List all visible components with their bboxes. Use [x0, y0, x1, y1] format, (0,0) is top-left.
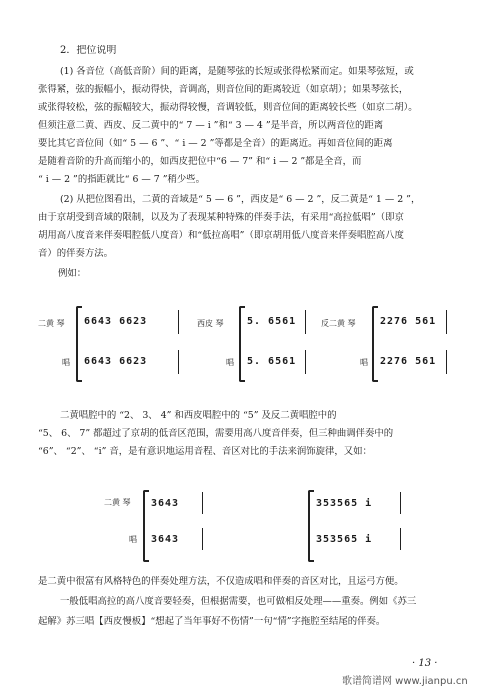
barline: [400, 492, 401, 514]
score-brace: [308, 490, 314, 562]
paragraph-1-line-3: 或张得较松，弦的振幅较大，振动得较慢，音调较低，则音位间的距离较长些（如京二胡）。: [38, 102, 418, 113]
qin-notes: 353565 i: [316, 498, 373, 509]
qin-notes: 2276 561: [380, 316, 437, 327]
barline: [446, 350, 447, 374]
section-heading: 2．把位说明: [60, 45, 117, 56]
paragraph-2-line-2: 由于京胡受到音域的限制，以及为了表现某种特殊的伴奏手法，有采用“高拉低唱”（即京: [38, 212, 404, 223]
qin-notes: 3643: [151, 498, 180, 509]
page-number: · 13 ·: [412, 658, 438, 669]
paragraph-1-line-5: 要比其它音位间（如“ 5 — 6 ”、“ i — 2 ”等都是全音）的距离近。再如音位间的距离: [38, 138, 393, 149]
part-label-chang: 唱: [62, 358, 70, 367]
part-label-chang: 唱: [226, 358, 234, 367]
paragraph-2-line-1: (2) 从把位图看出，二黄的音域是“ 5 — 6 ”，西皮是“ 6 — 2 ”，反二黄是“ 1 — 2 ”，: [60, 194, 421, 205]
barline: [178, 310, 179, 334]
paragraph-3-line-3: “6”、 “2”、 “i” 音，是有意识地运用音程、音区对比的手法来润饰旋律，又如：: [38, 446, 372, 457]
part-label-qin: 二黄 琴: [38, 319, 65, 328]
qin-notes: 6643 6623: [84, 316, 148, 327]
score-brace: [76, 306, 82, 382]
barline: [202, 528, 203, 550]
barline: [305, 310, 306, 334]
example-label: 例如：: [58, 268, 87, 279]
part-label-qin: 西皮 琴: [197, 319, 224, 328]
chang-notes: 3643: [151, 534, 180, 545]
chang-notes: 5. 6561: [247, 356, 297, 367]
paragraph-4-line-1: 是二黄中很富有风格特色的伴奏处理方法，不仅造成唱和伴奏的音区对比，且运弓方便。: [38, 576, 404, 587]
score-brace: [143, 490, 149, 562]
paragraph-2-line-3: 胡用高八度音来伴奏唱腔低八度音）和“低拉高唱”（即京胡用低八度音来伴奏唱腔高八度: [38, 230, 404, 241]
barline: [400, 528, 401, 550]
paragraph-1-line-7: “ i — 2 ”的指距就比“ 6 — 7 ”稍少些。: [38, 174, 206, 185]
paragraph-2-line-4: 音）的伴奏方法。: [38, 248, 114, 259]
watermark-text: 歌谱简谱网 www.jianpu.cn: [342, 676, 468, 687]
paragraph-3-line-1: 二黄唱腔中的 “2、 3、 4” 和西皮唱腔中的 “5” 及反二黄唱腔中的: [60, 410, 337, 421]
paragraph-1-line-6: 是随着音阶的升高而缩小的，如西皮把位中“6 — 7” 和“ i — 2 ”都是全音，而: [38, 156, 362, 167]
paragraph-1-line-2: 张得紧，弦的振幅小，振动得快，音调高，则音位间的距离较近（如京胡）；如果琴弦长，: [38, 84, 409, 95]
score-brace: [372, 306, 378, 382]
paragraph-3-line-2: “5、 6、 7” 都超过了京胡的低音区范围，需要用高八度音伴奏，但三种曲调伴奏中的: [38, 428, 394, 439]
barline: [202, 492, 203, 514]
chang-notes: 6643 6623: [84, 356, 148, 367]
barline: [446, 310, 447, 334]
part-label-chang: 唱: [129, 535, 137, 544]
paragraph-1-line-1: (1) 各音位（高低音阶）间的距离，是随琴弦的长短或张得松紧而定。如果琴弦短，或: [60, 66, 414, 77]
part-label-chang: 唱: [360, 358, 368, 367]
qin-notes: 5. 6561: [247, 316, 297, 327]
chang-notes: 353565 i: [316, 534, 373, 545]
part-label-qin: 反二黄 琴: [321, 319, 356, 328]
paragraph-4-line-3: 起解》苏三唱【西皮慢板】“想起了当年事好不伤情”一句“情”字拖腔至结尾的伴奏。: [38, 616, 386, 627]
barline: [178, 350, 179, 374]
paragraph-1-line-4: 但须注意二黄、西皮、反二黄中的“ 7 — i ”和“ 3 — 4 ”是半音，所以两音位的距离: [38, 120, 384, 131]
score-brace: [239, 306, 245, 382]
part-label-qin: 二黄 琴: [104, 498, 131, 507]
chang-notes: 2276 561: [380, 356, 437, 367]
paragraph-4-line-2: 一般低唱高拉的高八度音要轻奏，但根据需要，也可做相反处理——重奏。例如《苏三: [60, 596, 417, 607]
barline: [305, 350, 306, 374]
